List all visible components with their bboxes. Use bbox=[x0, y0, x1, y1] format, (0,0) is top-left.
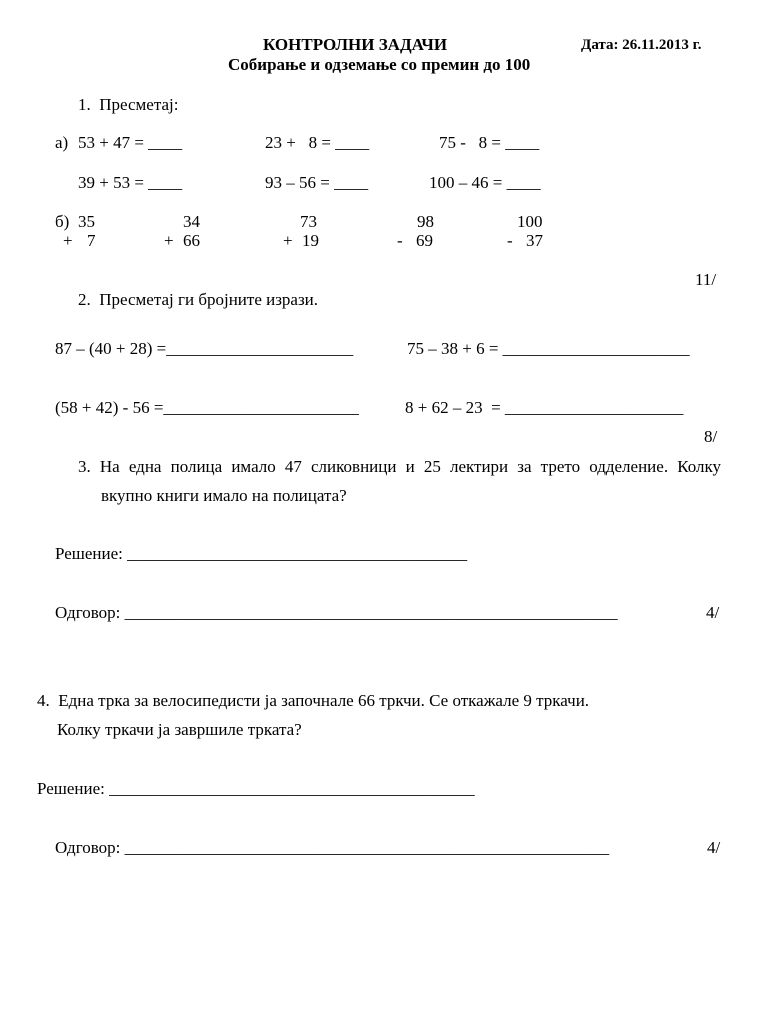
page-subtitle: Собирање и одземање со премин до 100 bbox=[228, 55, 531, 74]
column-2-op: + bbox=[164, 231, 174, 250]
task4-line-2: Колку тркачи ја завршиле трката? bbox=[57, 720, 302, 739]
task4-line-1: 4. Една трка за велосипедисти ја започнале 66 тркчи. Се откажале 9 тркачи. bbox=[37, 691, 590, 710]
task4-answer: Одговор: _________________________________________________________ bbox=[55, 838, 610, 857]
page-title: КОНТРОЛНИ ЗАДАЧИ bbox=[263, 35, 448, 54]
task1-a2-item-1: 39 + 53 = ____ bbox=[78, 173, 183, 192]
column-2-bottom: 66 bbox=[183, 231, 200, 250]
task1-a-item-3: 75 - 8 = ____ bbox=[439, 133, 540, 152]
task1-a-item-1: 53 + 47 = ____ bbox=[78, 133, 183, 152]
column-3-bottom: 19 bbox=[302, 231, 319, 250]
column-1-bottom: 7 bbox=[87, 231, 96, 250]
row-b-label: б) bbox=[55, 212, 70, 231]
task3-solution: Решение: ________________________________________ bbox=[55, 544, 468, 563]
column-4-op: - bbox=[397, 231, 403, 250]
task1-a2-item-3: 100 – 46 = ____ bbox=[429, 173, 541, 192]
task3-answer: Одговор: __________________________________________________________ bbox=[55, 603, 618, 622]
task4-solution: Решение: ___________________________________________ bbox=[37, 779, 475, 798]
row-a-label: а) bbox=[55, 133, 69, 152]
task1-a2-item-2: 93 – 56 = ____ bbox=[265, 173, 369, 192]
task3-points: 4/ bbox=[706, 603, 720, 622]
column-5-bottom: 37 bbox=[526, 231, 543, 250]
column-1-op: + bbox=[63, 231, 73, 250]
task3-line-2: вкупно книги имало на полицата? bbox=[101, 486, 347, 505]
task1-a-item-2: 23 + 8 = ____ bbox=[265, 133, 370, 152]
column-3-op: + bbox=[283, 231, 293, 250]
column-3-top: 73 bbox=[300, 212, 317, 231]
task2-expr-4: 8 + 62 – 23 = _____________________ bbox=[405, 398, 684, 417]
task2-heading: 2. Пресметај ги бројните изрази. bbox=[78, 290, 319, 309]
task2-expr-2: 75 – 38 + 6 = ______________________ bbox=[407, 339, 690, 358]
date-label: Дата: 26.11.2013 г. bbox=[581, 37, 702, 53]
column-5-top: 100 bbox=[517, 212, 543, 231]
column-4-bottom: 69 bbox=[416, 231, 433, 250]
task1-heading: 1. Пресметај: bbox=[78, 95, 179, 114]
task1-points: 11/ bbox=[695, 270, 717, 289]
task2-expr-3: (58 + 42) - 56 =_______________________ bbox=[55, 398, 359, 417]
column-1-top: 35 bbox=[78, 212, 95, 231]
task2-expr-1: 87 – (40 + 28) =______________________ bbox=[55, 339, 354, 358]
task2-points: 8/ bbox=[704, 427, 718, 446]
column-4-top: 98 bbox=[417, 212, 434, 231]
column-5-op: - bbox=[507, 231, 513, 250]
column-2-top: 34 bbox=[183, 212, 200, 231]
task3-line-1: 3. На една полица имало 47 сликовници и 25 лектири за трето одделение. Колку bbox=[78, 457, 721, 476]
task4-points: 4/ bbox=[707, 838, 721, 857]
